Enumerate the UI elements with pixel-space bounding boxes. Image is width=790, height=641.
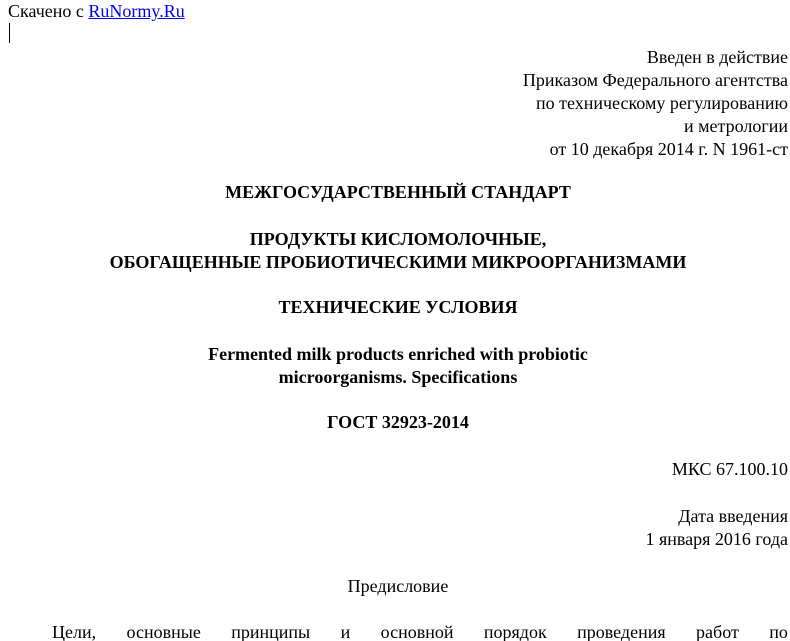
foreword-heading [0,575,790,598]
gost-number-heading [0,411,790,434]
word: основной [380,622,454,641]
source-prefix: Скачено с [8,1,84,21]
word: основные [126,622,201,641]
enactment-block [523,46,788,161]
standard-type: МЕЖГОСУДАРСТВЕННЫЙ СТАНДАРТ [225,182,571,202]
enactment-line: Приказом Федерального агентства [522,70,788,90]
title-line-1: ПРОДУКТЫ КИСЛОМОЛОЧНЫЕ, [249,229,547,249]
word: проведения [577,622,666,641]
effective-date-label: Дата введения [678,506,788,526]
mks-value: МКС 67.100.10 [671,459,788,479]
subtitle-heading [0,296,790,319]
english-title [0,343,790,389]
foreword-first-line [52,621,788,641]
english-title-line-1: Fermented milk products enriched with probiotic [208,344,588,364]
mks-code [672,458,788,481]
text-cursor [9,23,10,43]
title-line-2: ОБОГАЩЕННЫЕ ПРОБИОТИЧЕСКИМИ МИКРООРГАНИЗМАМИ [109,252,687,272]
enactment-line: Введен в действие [646,47,788,67]
word: принципы [231,622,311,641]
effective-date-block [645,505,788,551]
word: по [769,622,788,641]
gost-number: ГОСТ 32923-2014 [327,412,469,432]
word: и [340,622,351,641]
subtitle: ТЕХНИЧЕСКИЕ УСЛОВИЯ [278,297,518,317]
foreword-title: Предисловие [347,576,449,596]
standard-type-heading [0,181,790,204]
word: Цели, [52,622,97,641]
effective-date-value: 1 января 2016 года [645,529,788,549]
source-link[interactable]: RuNormy.Ru [88,1,185,21]
enactment-line: от 10 декабря 2014 г. N 1961-ст [549,139,788,159]
word: работ [696,622,739,641]
english-title-line-2: microorganisms. Specifications [278,367,518,387]
word: порядок [483,622,547,641]
enactment-line: по техническому регулированию [535,93,788,113]
document-title [0,228,790,274]
source-line [8,1,185,22]
enactment-line: и метрологии [684,116,788,136]
